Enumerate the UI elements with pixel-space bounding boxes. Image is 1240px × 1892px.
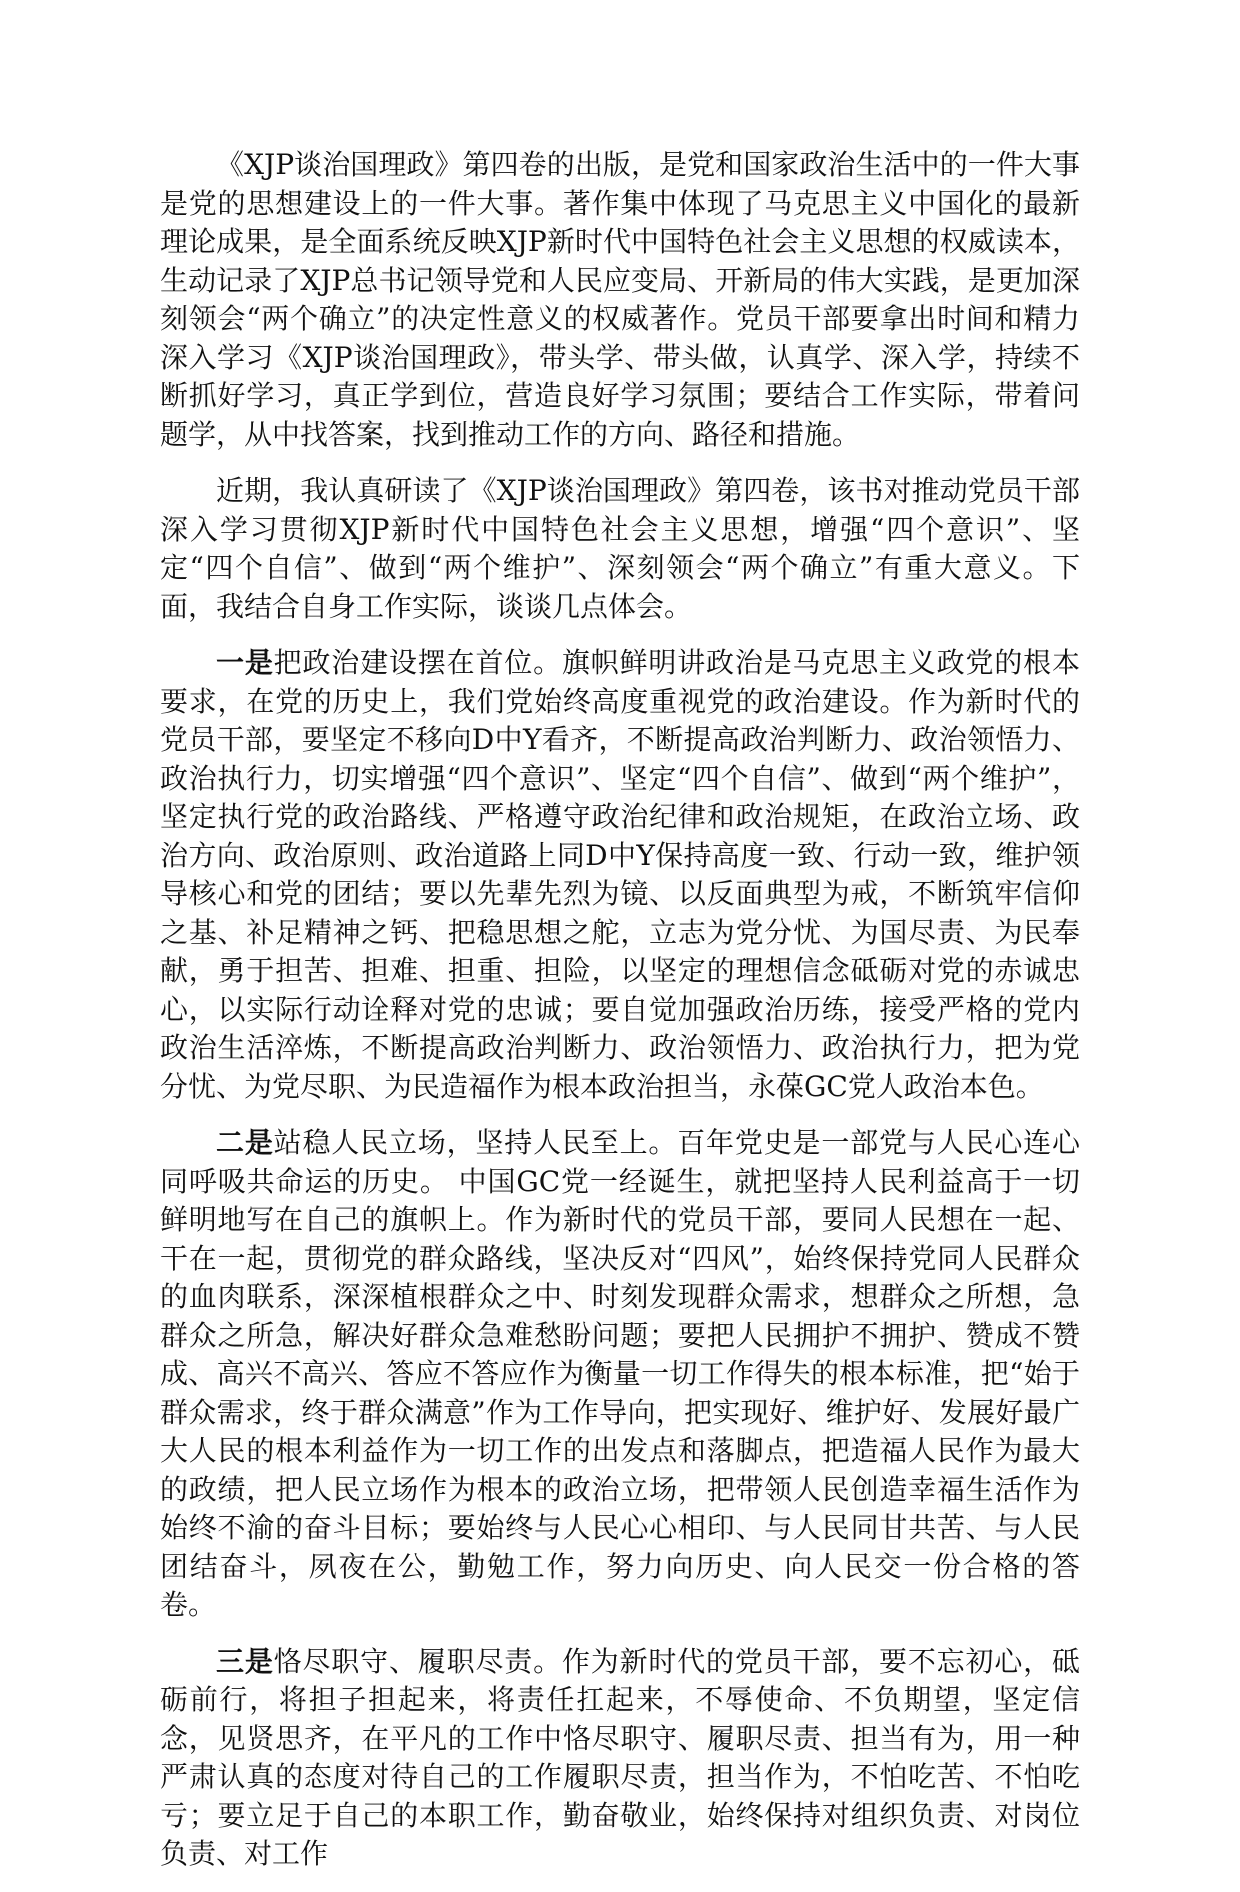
paragraph-text: 恪尽职守、履职尽责。作为新时代的党员干部，要不忘初心，砥砺前行，将担子担起来，将责任扛起来，不辱使命、不负期望，坚定信念，见贤思齐，在平凡的工作中恪尽职守、履职尽责、担当有为，用一种严肃认真的态度对待自己的工作履职尽责，担当作为，不怕吃苦、不怕吃亏；要立足于自己的本职工作，勤奋敬业，始终保持对组织负责、对岗位负责、对工作 <box>160 1644 1080 1870</box>
paragraph-lead: 二是 <box>216 1126 274 1159</box>
paragraph-lead: 三是 <box>216 1644 274 1678</box>
paragraph-lead: 一是 <box>216 646 274 679</box>
paragraph-point-one <box>160 644 1080 1106</box>
paragraph-text: 站稳人民立场，坚持人民至上。百年党史是一部党与人民心连心同呼吸共命运的历史。 中国GC党一经诞生，就把坚持人民利益高于一切鲜明地写在自己的旗帜上。作为新时代的党员干部，要同人民想在一起、干在一起，贯彻党的群众路线，坚决反对“四风”，始终保持党同人民群众的血肉联系，深深植根群众之中、时刻发现群众需求，想群众之所想，急群众之所急，解决好群众急难愁盼问题；要把人民拥护不拥护、赞成不赞成、高兴不高兴、答应不答应作为衡量一切工作得失的根本标准，把“始于群众需求，终于群众满意”作为工作导向，把实现好、维护好、发展好最广大人民的根本利益作为一切工作的出发点和落脚点，把造福人民作为最大的政绩，把人民立场作为根本的政治立场，把带领人民创造幸福生活作为始终不渝的奋斗目标；要始终与人民心心相印、与人民同甘共苦、与人民团结奋斗，夙夜在公，勤勉工作，努力向历史、向人民交一份合格的答卷。 <box>160 1126 1080 1621</box>
paragraph-reading <box>160 472 1080 626</box>
paragraph-point-three <box>160 1643 1080 1874</box>
paragraph-text: 把政治建设摆在首位。旗帜鲜明讲政治是马克思主义政党的根本要求，在党的历史上，我们党始终高度重视党的政治建设。作为新时代的党员干部，要坚定不移向D中Y看齐，不断提高政治判断力、政治领悟力、政治执行力，切实增强“四个意识”、坚定“四个自信”、做到“两个维护”，坚定执行党的政治路线、严格遵守政治纪律和政治规矩，在政治立场、政治方向、政治原则、政治道路上同D中Y保持高度一致、行动一致，维护领导核心和党的团结；要以先辈先烈为镜、以反面典型为戒，不断筑牢信仰之基、补足精神之钙、把稳思想之舵，立志为党分忧、为国尽责、为民奉献，勇于担苦、担难、担重、担险，以坚定的理想信念砥砺对党的赤诚忠心，以实际行动诠释对党的忠诚；要自觉加强政治历练，接受严格的党内政治生活淬炼，不断提高政治判断力、政治领悟力、政治执行力，把为党分忧、为党尽职、为民造福作为根本政治担当，永葆GC党人政治本色。 <box>160 646 1080 1103</box>
document-body <box>160 146 1080 1892</box>
paragraph-intro <box>160 146 1080 454</box>
paragraph-point-two <box>160 1124 1080 1625</box>
paragraph-text: 《XJP谈治国理政》第四卷的出版，是党和国家政治生活中的一件大事是党的思想建设上的一件大事。著作集中体现了马克思主义中国化的最新理论成果，是全面系统反映XJP新时代中国特色社会主义思想的权威读本，生动记录了XJP总书记领导党和人民应变局、开新局的伟大实践，是更加深刻领会“两个确立”的决定性意义的权威著作。党员干部要拿出时间和精力深入学习《XJP谈治国理政》，带头学、带头做，认真学、深入学，持续不断抓好学习，真正学到位，营造良好学习氛围；要结合工作实际，带着问题学，从中找答案，找到推动工作的方向、路径和措施。 <box>160 148 1080 451</box>
paragraph-text: 近期，我认真研读了《XJP谈治国理政》第四卷，该书对推动党员干部深入学习贯彻XJP新时代中国特色社会主义思想，增强“四个意识”、坚定“四个自信”、做到“两个维护”、深刻领会“两个确立”有重大意义。下面，我结合自身工作实际，谈谈几点体会。 <box>160 474 1080 623</box>
